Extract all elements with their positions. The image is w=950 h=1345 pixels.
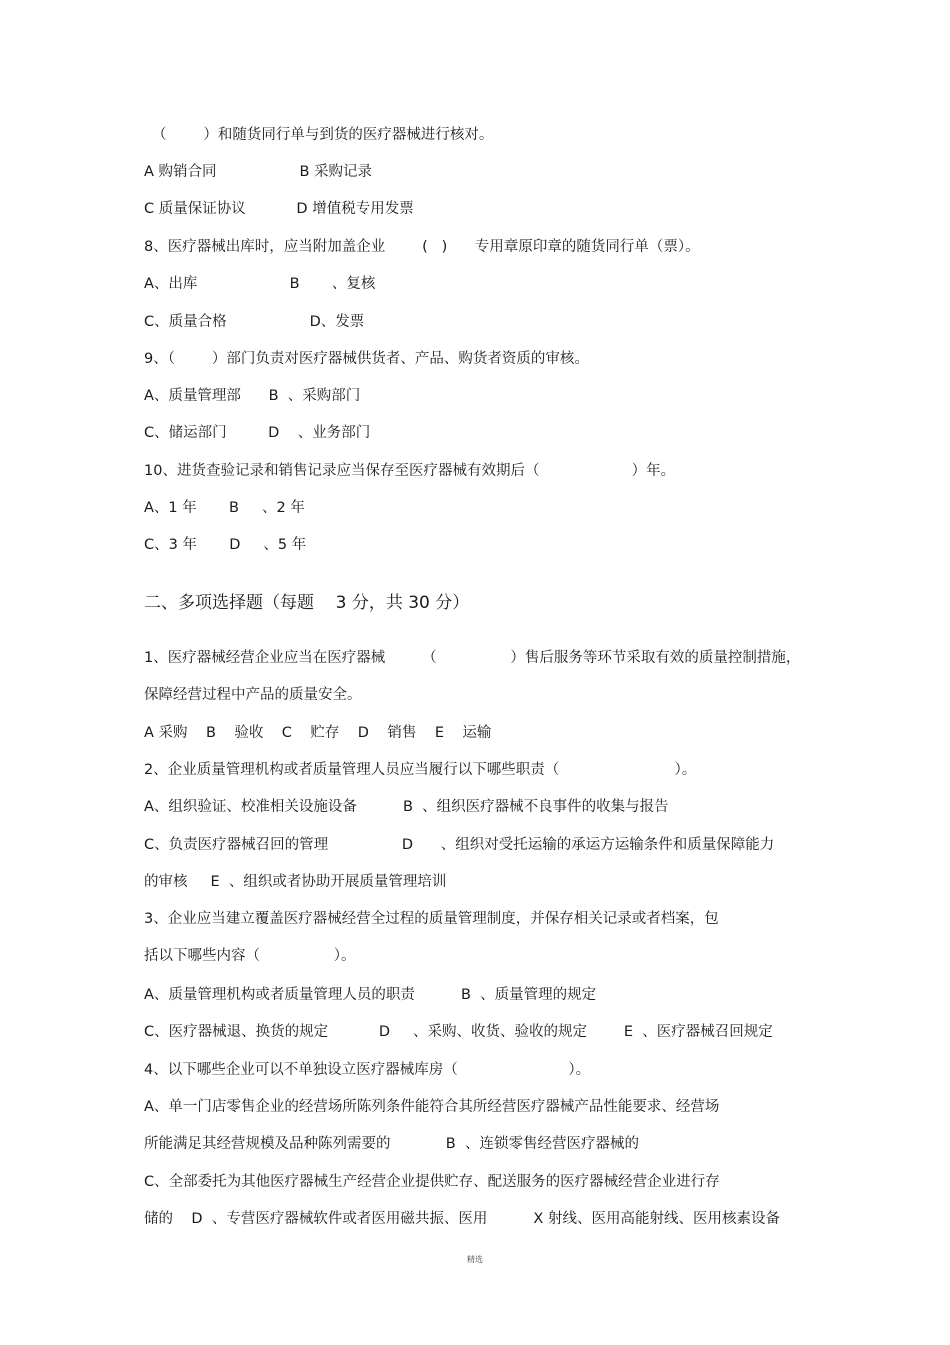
question-9-options-cd: C、储运部门 D 、业务部门 [144,425,371,441]
question-10-stem: 10、进货查验记录和销售记录应当保存至医疗器械有效期后（ ）年。 [144,463,676,479]
mc-question-1-options: A 采购 B 验收 C 贮存 D 销售 E 运输 [144,725,492,741]
mc-question-4-option-c-cont: 储的 D 、专营医疗器械软件或者医用磁共振、医用 X 射线、医用高能射线、医用核素设备 [144,1211,780,1227]
mc-question-2-stem: 2、企业质量管理机构或者质量管理人员应当履行以下哪些职责（ ）。 [144,762,697,778]
question-10-options-ab: A、1 年 B 、2 年 [144,500,305,516]
mc-question-4-option-a-cont: 所能满足其经营规模及品种陈列需要的 B 、连锁零售经营医疗器械的 [144,1136,639,1152]
mc-question-2-options-e: 的审核 E 、组织或者协助开展质量管理培训 [144,874,447,890]
question-7-options-ab: A 购销合同 B 采购记录 [144,164,373,180]
mc-question-1-stem: 1、医疗器械经营企业应当在医疗器械 （ ）售后服务等环节采取有效的质量控制措施， [144,650,801,666]
question-7-stem: （ ）和随货同行单与到货的医疗器械进行核对。 [152,127,494,143]
question-8-options-cd: C、质量合格 D、发票 [144,314,365,330]
question-9-options-ab: A、质量管理部 B 、采购部门 [144,388,361,404]
question-10-options-cd: C、3 年 D 、5 年 [144,537,307,553]
question-7-options-cd: C 质量保证协议 D 增值税专用发票 [144,201,414,217]
page-footer: 精选 [467,1255,483,1264]
question-8-stem: 8、医疗器械出库时，应当附加盖企业 ( ) 专用章原印章的随货同行单（票）。 [144,239,700,255]
mc-question-3-stem-cont: 括以下哪些内容（ ）。 [144,948,356,964]
mc-question-3-options-ab: A、质量管理机构或者质量管理人员的职责 B 、质量管理的规定 [144,987,597,1003]
mc-question-3-options-cde: C、医疗器械退、换货的规定 D 、采购、收货、验收的规定 E 、医疗器械召回规定 [144,1024,773,1040]
question-9-stem: 9、（ ）部门负责对医疗器械供货者、产品、购货者资质的审核。 [144,351,589,367]
mc-question-4-option-c: C、全部委托为其他医疗器械生产经营企业提供贮存、配送服务的医疗器械经营企业进行存 [144,1174,720,1190]
mc-question-4-option-a: A、单一门店零售企业的经营场所陈列条件能符合其所经营医疗器械产品性能要求、经营场 [144,1099,720,1115]
mc-question-4-stem: 4、以下哪些企业可以不单独设立医疗器械库房（ ）。 [144,1062,591,1078]
mc-question-2-options-cd: C、负责医疗器械召回的管理 D 、组织对受托运输的承运方运输条件和质量保障能力 [144,837,775,853]
mc-question-2-options-ab: A、组织验证、校准相关设施设备 B 、组织医疗器械不良事件的收集与报告 [144,799,669,815]
mc-question-1-stem-cont: 保障经营过程中产品的质量安全。 [144,687,362,703]
question-8-options-ab: A、出库 B 、复核 [144,276,376,292]
mc-question-3-stem: 3、企业应当建立覆盖医疗器械经营全过程的质量管理制度，并保存相关记录或者档案，包 [144,911,719,927]
section-heading-multiple-choice: 二、多项选择题（每题 3 分，共 30 分） [144,593,470,613]
